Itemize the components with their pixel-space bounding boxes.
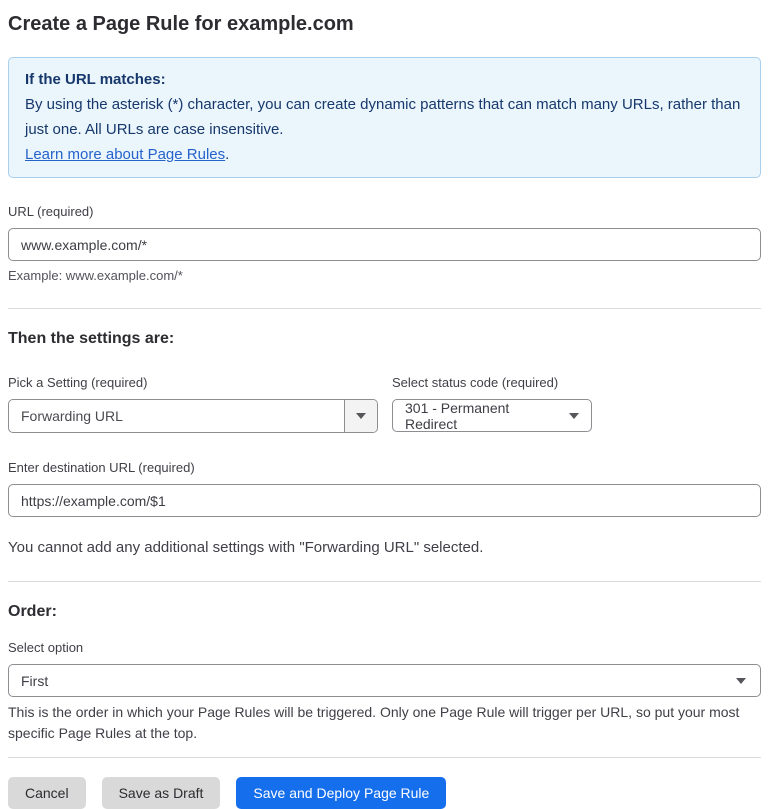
- chevron-down-icon: [356, 413, 366, 419]
- save-deploy-button[interactable]: Save and Deploy Page Rule: [236, 777, 446, 809]
- chevron-down-icon: [736, 678, 746, 684]
- url-label: URL (required): [8, 204, 94, 219]
- pick-setting-label: Pick a Setting (required): [8, 375, 148, 390]
- save-draft-button[interactable]: Save as Draft: [102, 777, 221, 809]
- settings-note: You cannot add any additional settings with "Forwarding URL" selected.: [8, 539, 484, 556]
- link-period: .: [225, 146, 230, 163]
- info-box-link-line: [25, 142, 744, 167]
- pick-setting-column: [8, 375, 378, 433]
- chevron-down-icon: [569, 413, 579, 419]
- pick-setting-select[interactable]: [8, 399, 378, 433]
- order-section-heading: Order:: [8, 603, 57, 620]
- learn-more-link[interactable]: Learn more about Page Rules: [25, 146, 226, 163]
- divider: [8, 308, 761, 309]
- order-help-text: This is the order in which your Page Rules will be triggered. Only one Page Rule will trigger per URL, so put your most specific Page Rules at the top.: [8, 704, 740, 741]
- destination-url-input[interactable]: [8, 484, 761, 517]
- divider: [8, 757, 761, 758]
- info-box-body: By using the asterisk (*) character, you can create dynamic patterns that can match many URLs, rather than just one. All URLs are case insensitive.: [25, 96, 741, 138]
- order-select-label: Select option: [8, 640, 84, 655]
- status-code-select[interactable]: [392, 399, 592, 432]
- pick-setting-value: Forwarding URL: [21, 408, 123, 424]
- status-code-value: 301 - Permanent Redirect: [405, 399, 510, 432]
- url-input[interactable]: [8, 228, 761, 261]
- info-box-heading: If the URL matches:: [25, 71, 166, 88]
- destination-url-block: [8, 460, 761, 517]
- status-code-column: [392, 375, 592, 433]
- order-select-value: First: [21, 672, 49, 689]
- cancel-button[interactable]: Cancel: [8, 777, 86, 809]
- url-example-hint: Example: www.example.com/*: [8, 268, 183, 283]
- destination-url-label: Enter destination URL (required): [8, 460, 195, 475]
- pick-setting-dropdown-button[interactable]: [344, 400, 377, 432]
- url-match-info-box: [8, 57, 761, 178]
- settings-row: [8, 375, 761, 433]
- order-select[interactable]: [8, 664, 761, 697]
- settings-section-heading: Then the settings are:: [8, 330, 175, 347]
- status-code-label: Select status code (required): [392, 375, 559, 390]
- page-title: Create a Page Rule for example.com: [8, 13, 354, 35]
- divider: [8, 581, 761, 582]
